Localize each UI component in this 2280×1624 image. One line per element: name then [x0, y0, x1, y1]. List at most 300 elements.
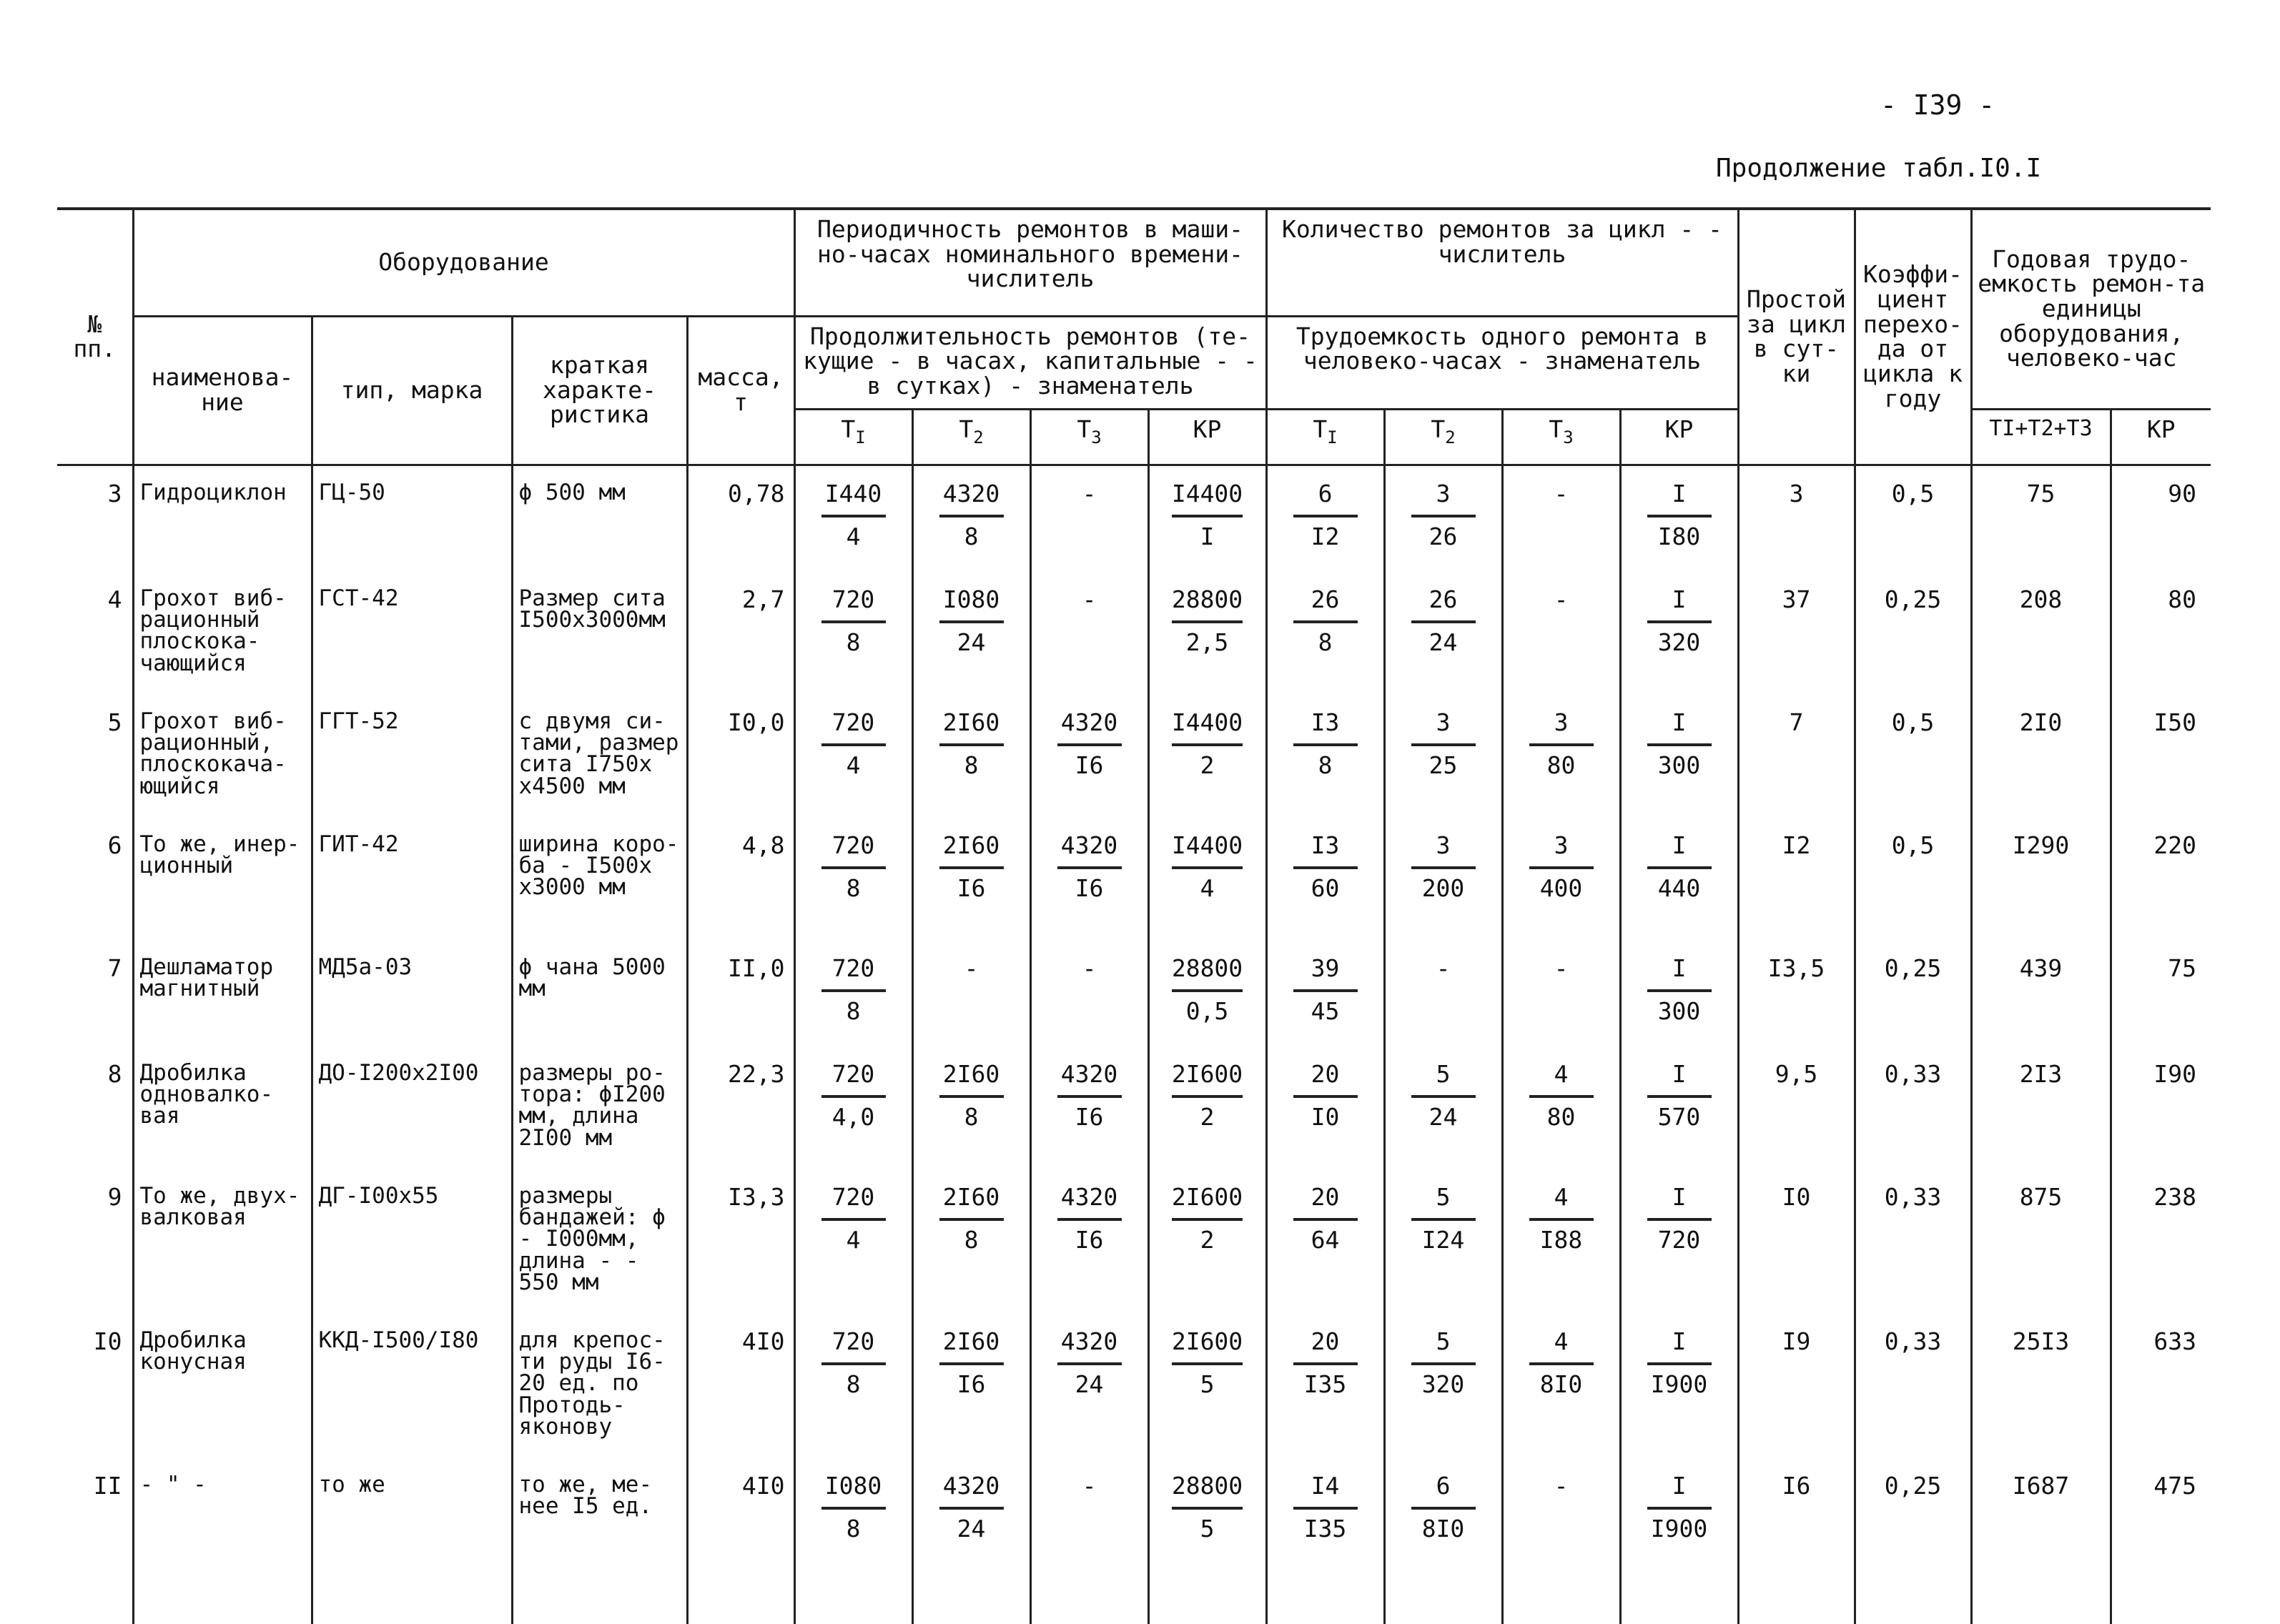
equipment-name: Гидроциклон: [133, 465, 312, 572]
labor-t1-denominator: 64: [1311, 1226, 1340, 1254]
labor-kr-fraction: [1647, 1327, 1712, 1399]
labor-t3-numerator: 4: [1529, 1062, 1594, 1099]
periodicity-t3-fraction: [1057, 479, 1122, 523]
labor-t1-numerator: 20: [1293, 1062, 1358, 1099]
labor-t3: [1502, 465, 1620, 572]
periodicity-t1-numerator: I080: [821, 1474, 886, 1510]
periodicity-t3-fraction: [1057, 1471, 1122, 1515]
periodicity-kr-fraction: [1171, 1182, 1243, 1254]
labor-kr-numerator: I: [1647, 482, 1712, 518]
periodicity-t1-fraction: [821, 1471, 886, 1543]
idle-days: I3,5: [1738, 941, 1855, 1046]
labor-t2-fraction: [1411, 479, 1476, 551]
labor-t1-numerator: 26: [1293, 588, 1358, 624]
equipment-mass: 4I0: [687, 1314, 794, 1458]
labor-t1: [1266, 1169, 1384, 1314]
periodicity-t1: [794, 818, 912, 941]
labor-t1: [1266, 695, 1384, 818]
equipment-description: размеры бандажей: ϕ - I000мм, длина - - 550 мм: [512, 1169, 687, 1314]
transition-coefficient: 0,25: [1855, 572, 1971, 695]
labor-t1: [1266, 1046, 1384, 1169]
equipment-description: то же, ме-нее I5 ед.: [512, 1458, 687, 1624]
periodicity-t1-numerator: I440: [821, 482, 886, 518]
labor-t2-numerator: 26: [1411, 588, 1476, 624]
idle-days: I0: [1738, 1169, 1855, 1314]
periodicity-t1-numerator: 720: [821, 1330, 886, 1366]
periodicity-kr: [1148, 695, 1266, 818]
labor-t1: [1266, 465, 1384, 572]
labor-t1-numerator: I3: [1293, 833, 1358, 870]
header-labor: Трудоемкость одного ремонта в человеко-часах - знаменатель: [1266, 316, 1738, 409]
labor-t3-fraction: [1529, 833, 1594, 901]
labor-t1-fraction: [1293, 1182, 1358, 1254]
equipment-type: ДО-I200х2I00: [312, 1046, 512, 1169]
labor-t1-numerator: I3: [1293, 710, 1358, 747]
labor-t2-denominator: 26: [1428, 523, 1458, 551]
periodicity-t2-fraction: [939, 1471, 1004, 1543]
labor-t1: [1266, 941, 1384, 1046]
table-row: [57, 1458, 2211, 1624]
periodicity-t3-denominator: [1057, 989, 1122, 996]
row-number: 8: [107, 1059, 122, 1088]
periodicity-t2-denominator: 24: [957, 1515, 986, 1543]
labor-t2-denominator: 24: [1428, 628, 1458, 657]
labor-t1-fraction: [1293, 1327, 1358, 1399]
header-duration: Продолжительность ремонтов (те-кущие - в часах, капитальные - - в сутках) - знаменатель: [794, 316, 1266, 409]
header-count: Количество ремонтов за цикл - - числитель: [1266, 209, 1738, 316]
periodicity-t3-denominator: [1057, 515, 1122, 522]
periodicity-t1-denominator: 4,0: [831, 1103, 875, 1132]
periodicity-t3-numerator: -: [1082, 1471, 1097, 1500]
periodicity-kr-denominator: 2: [1200, 751, 1215, 780]
periodicity-kr: [1148, 1169, 1266, 1314]
periodicity-kr-denominator: 0,5: [1185, 997, 1229, 1026]
equipment-description: ϕ чана 5000 мм: [512, 941, 687, 1046]
periodicity-kr-denominator: I: [1200, 523, 1215, 551]
idle-days: I2: [1738, 818, 1855, 941]
periodicity-kr-numerator: 2I600: [1172, 1062, 1243, 1099]
labor-t2: [1384, 1314, 1502, 1458]
labor-kr-fraction: [1647, 1471, 1712, 1543]
periodicity-t1-fraction: [821, 833, 886, 901]
labor-t3-denominator: 80: [1546, 751, 1576, 780]
labor-t2-numerator: 3: [1411, 833, 1476, 870]
yearly-labor-capital: 75: [2111, 941, 2211, 1046]
labor-kr-numerator: I: [1647, 1185, 1712, 1222]
labor-t1-denominator: 60: [1311, 874, 1340, 903]
periodicity-t1-numerator: 720: [821, 833, 886, 870]
periodicity-t3-fraction: [1057, 1182, 1122, 1254]
header-yearly-sum: TI+T2+T3: [1971, 409, 2111, 465]
periodicity-t1-denominator: 4: [846, 1226, 861, 1254]
header-lab-t3: $T_3$: [1502, 409, 1620, 465]
periodicity-kr: [1148, 572, 1266, 695]
header-idle: Простой за цикл в сут-ки: [1738, 209, 1855, 465]
equipment-mass: I0,0: [687, 695, 794, 818]
labor-t2-denominator: 8I0: [1421, 1515, 1465, 1543]
periodicity-t3: [1030, 1314, 1148, 1458]
periodicity-t1: [794, 1458, 912, 1624]
periodicity-kr: [1148, 465, 1266, 572]
periodicity-t3-denominator: I6: [1075, 751, 1104, 780]
labor-t2: [1384, 572, 1502, 695]
periodicity-t2-numerator: 4320: [939, 1474, 1004, 1510]
periodicity-t2-fraction: [939, 1182, 1004, 1254]
labor-t3-numerator: 3: [1529, 833, 1594, 870]
labor-t2: [1384, 695, 1502, 818]
labor-t2: [1384, 1046, 1502, 1169]
header-lab-t2: $T_2$: [1384, 409, 1502, 465]
labor-t2: [1384, 465, 1502, 572]
labor-t1-fraction: [1293, 585, 1358, 657]
transition-coefficient: 0,5: [1855, 818, 1971, 941]
periodicity-t1-denominator: 4: [846, 523, 861, 551]
periodicity-kr-numerator: 28800: [1172, 1474, 1243, 1510]
periodicity-t1-numerator: 720: [821, 1185, 886, 1222]
header-coef: Коэффи-циент перехо-да от цикла к году: [1855, 209, 1971, 465]
periodicity-kr-denominator: 5: [1200, 1370, 1215, 1399]
labor-t3: [1502, 818, 1620, 941]
transition-coefficient: 0,33: [1855, 1169, 1971, 1314]
periodicity-t2: [912, 1169, 1030, 1314]
periodicity-t3-numerator: -: [1082, 585, 1097, 613]
labor-t1-denominator: 45: [1311, 997, 1340, 1026]
equipment-mass: 2,7: [687, 572, 794, 695]
labor-t3-denominator: [1529, 1507, 1594, 1514]
periodicity-kr-fraction: [1171, 479, 1243, 551]
labor-t1-denominator: I35: [1303, 1515, 1347, 1543]
labor-t1-fraction: [1293, 956, 1358, 1024]
table-row: [57, 572, 2211, 695]
labor-kr-numerator: I: [1647, 588, 1712, 624]
periodicity-t1-fraction: [821, 479, 886, 551]
labor-t2-fraction: [1411, 1059, 1476, 1132]
periodicity-t2: [912, 818, 1030, 941]
periodicity-t2-denominator: 8: [964, 1103, 979, 1132]
labor-kr-numerator: I: [1647, 1062, 1712, 1099]
periodicity-t1-fraction: [821, 1182, 886, 1254]
labor-t2-fraction: [1411, 1182, 1476, 1254]
periodicity-t3-numerator: 4320: [1057, 833, 1122, 870]
yearly-labor-capital: 475: [2111, 1458, 2211, 1624]
equipment-type: то же: [312, 1458, 512, 1624]
labor-kr-denominator: 300: [1657, 997, 1701, 1026]
periodicity-t1-denominator: 8: [846, 997, 861, 1026]
periodicity-t3-fraction: [1057, 956, 1122, 997]
labor-t3-fraction: [1529, 585, 1594, 628]
equipment-name: То же, инер-ционный: [133, 818, 312, 941]
labor-t3-denominator: [1529, 620, 1594, 628]
table-row: [57, 941, 2211, 1046]
periodicity-t1-denominator: 8: [846, 874, 861, 903]
periodicity-kr-denominator: 4: [1200, 874, 1215, 903]
labor-t3-numerator: 3: [1529, 710, 1594, 747]
labor-t3: [1502, 1314, 1620, 1458]
header-per-t2: $T_2$: [912, 409, 1030, 465]
periodicity-t2-denominator: I6: [957, 874, 986, 903]
labor-t3-numerator: 4: [1529, 1185, 1594, 1222]
periodicity-t2: [912, 695, 1030, 818]
equipment-mass: I3,3: [687, 1169, 794, 1314]
labor-t2-numerator: 6: [1411, 1474, 1476, 1510]
yearly-labor-current: 2I0: [1971, 695, 2111, 818]
header-equipment: Оборудование: [133, 209, 794, 316]
row-number: 6: [107, 831, 122, 859]
periodicity-t3-numerator: -: [1082, 954, 1097, 982]
header-per-t1: $T_I$: [794, 409, 912, 465]
periodicity-t3-numerator: 4320: [1057, 1062, 1122, 1099]
periodicity-t2: [912, 572, 1030, 695]
periodicity-t1-numerator: 720: [821, 956, 886, 993]
periodicity-t2-fraction: [939, 1059, 1004, 1132]
yearly-labor-current: I290: [1971, 818, 2111, 941]
periodicity-t2-fraction: [939, 1327, 1004, 1399]
equipment-description: Размер сита I500х3000мм: [512, 572, 687, 695]
periodicity-t2: [912, 1314, 1030, 1458]
table-row: [57, 1314, 2211, 1458]
equipment-name: Грохот виб-рационный плоскока-чающийся: [133, 572, 312, 695]
labor-t3-numerator: 4: [1529, 1330, 1594, 1366]
labor-t2-numerator: 3: [1411, 482, 1476, 518]
periodicity-kr-numerator: I4400: [1172, 710, 1243, 747]
periodicity-t1-fraction: [821, 1327, 886, 1399]
equipment-description: ϕ 500 мм: [512, 465, 687, 572]
periodicity-t3-fraction: [1057, 833, 1122, 901]
periodicity-t3-fraction: [1057, 1327, 1122, 1399]
periodicity-t3-fraction: [1057, 585, 1122, 628]
periodicity-t3-numerator: 4320: [1057, 1330, 1122, 1366]
equipment-type: ГИТ-42: [312, 818, 512, 941]
idle-days: 7: [1738, 695, 1855, 818]
periodicity-t3-fraction: [1057, 710, 1122, 778]
yearly-labor-capital: 238: [2111, 1169, 2211, 1314]
periodicity-kr-denominator: 2: [1200, 1226, 1215, 1254]
header-name: наименова-ние: [133, 316, 312, 465]
equipment-mass: 0,78: [687, 465, 794, 572]
labor-t2: [1384, 1169, 1502, 1314]
yearly-labor-capital: 90: [2111, 465, 2211, 572]
periodicity-t2-fraction: [939, 710, 1004, 778]
table-row: [57, 818, 2211, 941]
periodicity-t1-denominator: 4: [846, 751, 861, 780]
header-per-t3: $T_3$: [1030, 409, 1148, 465]
periodicity-kr-numerator: 2I600: [1172, 1330, 1243, 1366]
periodicity-t3: [1030, 1046, 1148, 1169]
yearly-labor-current: I687: [1971, 1458, 2111, 1624]
labor-kr-fraction: [1647, 710, 1712, 778]
periodicity-kr-fraction: [1171, 1471, 1243, 1543]
labor-t3-fraction: [1529, 479, 1594, 523]
page-number: - I39 -: [1880, 89, 1995, 121]
periodicity-t3: [1030, 941, 1148, 1046]
periodicity-kr: [1148, 941, 1266, 1046]
yearly-labor-current: 439: [1971, 941, 2111, 1046]
periodicity-kr-fraction: [1171, 1059, 1243, 1132]
header-yearly: Годовая трудо-емкость ремон-та единицы оборудования, человеко-час: [1971, 209, 2211, 409]
periodicity-t3-numerator: 4320: [1057, 1185, 1122, 1222]
labor-kr: [1620, 818, 1738, 941]
yearly-labor-current: 75: [1971, 465, 2111, 572]
periodicity-kr-denominator: 2,5: [1185, 628, 1229, 657]
labor-t1: [1266, 572, 1384, 695]
labor-t3-numerator: -: [1554, 1471, 1569, 1500]
periodicity-t2: [912, 1458, 1030, 1624]
idle-days: I9: [1738, 1314, 1855, 1458]
periodicity-t1: [794, 1169, 912, 1314]
yearly-labor-capital: 80: [2111, 572, 2211, 695]
periodicity-kr-numerator: I4400: [1172, 482, 1243, 518]
labor-t1: [1266, 1458, 1384, 1624]
labor-t3-denominator: 8I0: [1539, 1370, 1583, 1399]
transition-coefficient: 0,5: [1855, 465, 1971, 572]
labor-kr-numerator: I: [1647, 1474, 1712, 1510]
labor-t2-denominator: [1411, 989, 1476, 996]
periodicity-t2-numerator: 2I60: [939, 1062, 1004, 1099]
idle-days: I6: [1738, 1458, 1855, 1624]
row-number: 4: [107, 585, 122, 613]
labor-t2-numerator: 5: [1411, 1330, 1476, 1366]
labor-kr: [1620, 1458, 1738, 1624]
labor-t1: [1266, 818, 1384, 941]
labor-t3-fraction: [1529, 1059, 1594, 1132]
periodicity-kr-fraction: [1172, 710, 1243, 778]
labor-t1-fraction: [1293, 1471, 1358, 1543]
yearly-labor-current: 875: [1971, 1169, 2111, 1314]
periodicity-t2-numerator: -: [964, 954, 979, 982]
labor-t2: [1384, 818, 1502, 941]
periodicity-kr-denominator: 2: [1200, 1103, 1215, 1132]
periodicity-t1: [794, 1046, 912, 1169]
labor-t3: [1502, 695, 1620, 818]
equipment-type: ГСТ-42: [312, 572, 512, 695]
labor-kr: [1620, 465, 1738, 572]
periodicity-t2-fraction: [939, 585, 1004, 657]
labor-kr-denominator: 300: [1657, 751, 1701, 780]
equipment-name: Дробилка одновалко-вая: [133, 1046, 312, 1169]
labor-t1-fraction: [1293, 833, 1358, 901]
equipment-name: Дешламатор магнитный: [133, 941, 312, 1046]
idle-days: 3: [1738, 465, 1855, 572]
labor-kr: [1620, 1046, 1738, 1169]
row-number: 3: [107, 479, 122, 508]
periodicity-t1-fraction: [821, 585, 886, 657]
equipment-name: Грохот виб-рационный, плоскокача-ющийся: [133, 695, 312, 818]
header-desc: краткая характе-ристика: [512, 316, 687, 465]
labor-t1-numerator: 6: [1293, 482, 1358, 518]
periodicity-t3: [1030, 818, 1148, 941]
labor-t1-numerator: 20: [1293, 1330, 1358, 1366]
periodicity-t2-denominator: I6: [957, 1370, 986, 1399]
labor-t1-denominator: I2: [1311, 523, 1340, 551]
periodicity-t1: [794, 465, 912, 572]
periodicity-t3-denominator: [1057, 1507, 1122, 1514]
repair-schedule-table: [57, 207, 2211, 1624]
transition-coefficient: 0,33: [1855, 1314, 1971, 1458]
periodicity-kr-numerator: 28800: [1172, 588, 1243, 624]
periodicity-kr-numerator: 2I600: [1172, 1185, 1243, 1222]
labor-t3-fraction: [1529, 1471, 1594, 1515]
periodicity-t3: [1030, 572, 1148, 695]
header-lab-kr: КР: [1620, 409, 1738, 465]
periodicity-t3-denominator: I6: [1075, 1103, 1104, 1132]
labor-kr-denominator: 570: [1657, 1103, 1701, 1132]
periodicity-t2-numerator: 2I60: [939, 1330, 1004, 1366]
labor-t2-fraction: [1411, 710, 1476, 778]
labor-t1: [1266, 1314, 1384, 1458]
row-number: I0: [93, 1327, 122, 1355]
periodicity-kr: [1148, 818, 1266, 941]
labor-t3: [1502, 941, 1620, 1046]
periodicity-t2-denominator: 8: [964, 751, 979, 780]
labor-kr-denominator: I80: [1657, 523, 1701, 551]
header-type: тип, марка: [312, 316, 512, 465]
periodicity-t2-denominator: [939, 989, 1004, 996]
labor-t2-denominator: 320: [1421, 1370, 1465, 1399]
labor-kr-fraction: [1647, 479, 1712, 551]
labor-t3: [1502, 1046, 1620, 1169]
periodicity-t3-denominator: [1057, 620, 1122, 628]
labor-t2-numerator: 5: [1411, 1185, 1476, 1222]
labor-t1-numerator: 20: [1293, 1185, 1358, 1222]
periodicity-t1-fraction: [821, 710, 886, 778]
labor-kr: [1620, 1314, 1738, 1458]
labor-kr-numerator: I: [1647, 833, 1712, 870]
equipment-name: Дробилка конусная: [133, 1314, 312, 1458]
yearly-labor-current: 2I3: [1971, 1046, 2111, 1169]
periodicity-t1-denominator: 8: [846, 1370, 861, 1399]
labor-kr-denominator: 720: [1657, 1226, 1701, 1254]
periodicity-t2: [912, 1046, 1030, 1169]
equipment-description: размеры ро-тора: ϕI200 мм, длина 2I00 мм: [512, 1046, 687, 1169]
periodicity-t2-denominator: 8: [964, 1226, 979, 1254]
equipment-type: ДГ-I00х55: [312, 1169, 512, 1314]
labor-t2-fraction: [1411, 956, 1476, 997]
periodicity-t2-fraction: [939, 479, 1004, 551]
labor-t3: [1502, 1169, 1620, 1314]
transition-coefficient: 0,33: [1855, 1046, 1971, 1169]
yearly-labor-capital: 220: [2111, 818, 2211, 941]
labor-t3-denominator: 400: [1539, 874, 1583, 903]
periodicity-t2-numerator: 2I60: [939, 1185, 1004, 1222]
yearly-labor-capital: 633: [2111, 1314, 2211, 1458]
labor-t2-fraction: [1411, 1471, 1476, 1543]
periodicity-kr: [1148, 1046, 1266, 1169]
table-row: [57, 1046, 2211, 1169]
periodicity-t1-numerator: 720: [821, 588, 886, 624]
labor-t2-numerator: 3: [1411, 710, 1476, 747]
row-number: 5: [107, 708, 122, 736]
labor-t3: [1502, 1458, 1620, 1624]
labor-t3-fraction: [1529, 1327, 1594, 1399]
periodicity-t3: [1030, 465, 1148, 572]
labor-kr: [1620, 1169, 1738, 1314]
labor-t1-denominator: I0: [1311, 1103, 1340, 1132]
row-number: 7: [107, 954, 122, 982]
labor-t3-fraction: [1529, 956, 1594, 997]
periodicity-t3-fraction: [1057, 1059, 1122, 1132]
table-row: [57, 465, 2211, 572]
periodicity-t1-denominator: 8: [846, 628, 861, 657]
labor-kr: [1620, 695, 1738, 818]
periodicity-t1-numerator: 720: [821, 710, 886, 747]
transition-coefficient: 0,25: [1855, 941, 1971, 1046]
equipment-description: для крепос-ти руды I6-20 ед. по Протодь-яконову: [512, 1314, 687, 1458]
labor-t2-fraction: [1411, 1327, 1476, 1399]
equipment-name: То же, двух-валковая: [133, 1169, 312, 1314]
periodicity-t2-fraction: [939, 833, 1004, 901]
idle-days: 37: [1738, 572, 1855, 695]
table-row: [57, 695, 2211, 818]
